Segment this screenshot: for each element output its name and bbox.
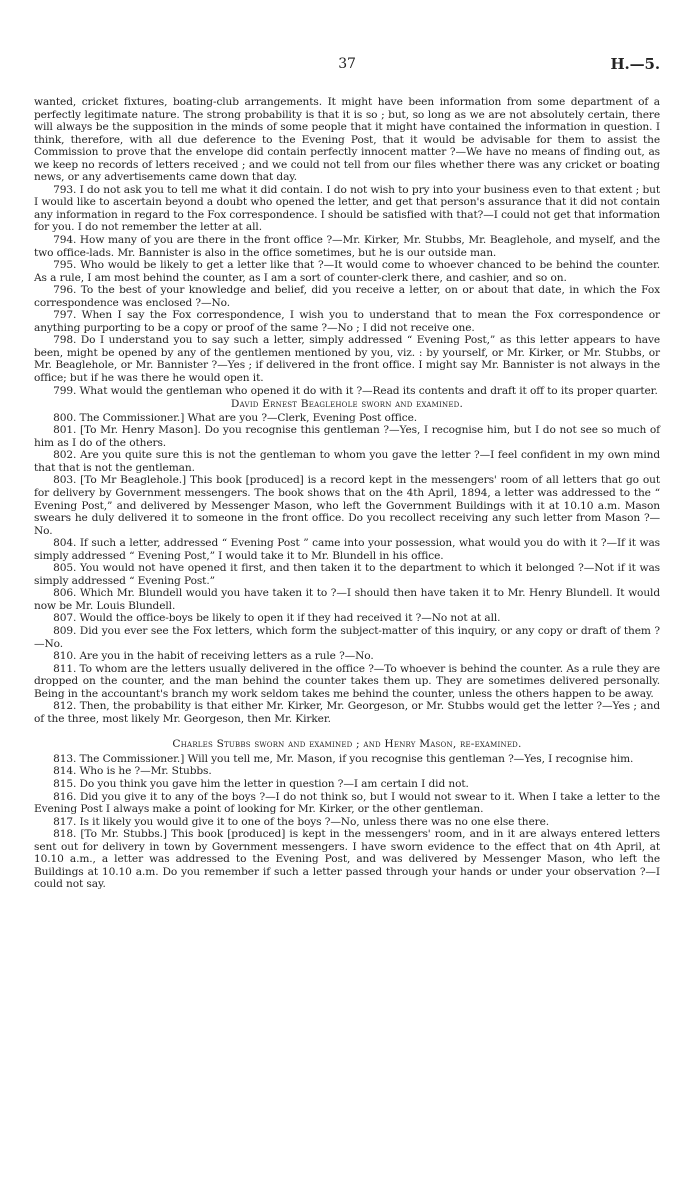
paragraph: 807. Would the office-boys be likely to open it if they had received it ?—No not at all. bbox=[53, 612, 501, 625]
paragraph: 797. When I say the Fox correspondence, I wish you to understand that to mean the Fox correspondence or anything purporting to be a copy or proof of the same ?—No ; I did not receive one. bbox=[34, 309, 660, 334]
paragraph: 801. [To Mr. Henry Mason]. Do you recognise this gentleman ?—Yes, I recognise him, but I do not see so much of him as I do of the others. bbox=[34, 424, 660, 449]
paragraph: 799. What would the gentleman who opened it do with it ?—Read its contents and draft it off to its proper quarter. bbox=[53, 384, 658, 397]
paragraph: 804. If such a letter, addressed “ Evening Post ” came into your possession, what would you do with it ?—If it was simply addressed “ Evening Post,” I would take it to Mr. Blundell in his office. bbox=[34, 537, 660, 562]
witness-heading: Charles Stubbs sworn and examined ; and Henry Mason, re-examined. bbox=[172, 738, 522, 751]
testimony-section-2 bbox=[34, 412, 660, 726]
paragraph: 793. I do not ask you to tell me what it did contain. I do not wish to pry into your business even to that extent ; but I would like to ascertain beyond a doubt who opened the letter, and get that person's assurance that it did not contain any information in regard to the Fox correspondence. I should be satisfied with that?—I could not get that information for you. I do not remember the letter at all. bbox=[34, 183, 660, 234]
page-number: 37 bbox=[338, 56, 356, 72]
paragraph: 812. Then, the probability is that either Mr. Kirker, Mr. Georgeson, or Mr. Stubbs would get the letter ?—Yes ; and of the three, most likely Mr. Georgeson, then Mr. Kirker. bbox=[34, 700, 660, 725]
page-header bbox=[34, 55, 660, 82]
paragraph: 811. To whom are the letters usually delivered in the office ?—To whoever is behind the counter. As a rule they are dropped on the counter, and the man behind the counter takes them up. They are sometimes delivered personally. Being in the accountant's branch my work seldom takes me behind the counter, unless the others happen to be away. bbox=[34, 662, 660, 700]
paragraph: 795. Who would be likely to get a letter like that ?—It would come to whoever chanced to be behind the counter. As a rule, I am most behind the counter, as I am a sort of counter-clerk there, and cashier, and so on. bbox=[34, 259, 660, 284]
paragraph: 815. Do you think you gave him the letter in question ?—I am certain I did not. bbox=[53, 777, 469, 790]
paragraph: 814. Who is he ?—Mr. Stubbs. bbox=[53, 765, 212, 778]
paragraph: 818. [To Mr. Stubbs.] This book [produced] is kept in the messengers' room, and in it are always entered letters sent out for delivery in town by Government messengers. I have sworn evidence to the effect that on 4th April, at 10.10 a.m., a letter was addressed to the Evening Post, and was delivered by Messenger Mason, who left the Buildings at 10.10 a.m. Do you remember if such a letter passed through your hands or under your observation ?—I could not say. bbox=[34, 828, 660, 891]
paragraph: 817. Is it likely you would give it to one of the boys ?—No, unless there was no one else there. bbox=[53, 815, 550, 828]
paragraph: 809. Did you ever see the Fox letters, which form the subject-matter of this inquiry, or any copy or draft of them ?—No. bbox=[34, 624, 660, 650]
paragraph: 796. To the best of your knowledge and belief, did you receive a letter, on or about that date, in which the Fox correspondence was enclosed ?—No. bbox=[34, 284, 660, 309]
paragraph: 806. Which Mr. Blundell would you have taken it to ?—I should then have taken it to Mr. Henry Blundell. It would now be Mr. Louis Blundell. bbox=[34, 587, 660, 612]
paragraph: 802. Are you quite sure this is not the gentleman to whom you gave the letter ?—I feel confident in my own mind that that is not the gentleman. bbox=[34, 449, 660, 474]
paragraph: wanted, cricket fixtures, boating-club arrangements. It might have been information from some department of a perfectly legitimate nature. The strong probability is that it is so ; but, so long as we are not absolutely certain, there will always be the supposition in the minds of some people that it might have contained the information in question. I think, therefore, with all due deference to the Evening Post, that it would be advisable for them to assist the Commission to prove that the envelope did contain perfectly innocent matter ?—We have no means of finding out, as we keep no records of letters received ; and we could not tell from our files whether there was any cricket or boating news, or any advertisements came down that day. bbox=[34, 96, 660, 184]
paragraph: 805. You would not have opened it first, and then taken it to the department to which it belonged ?—Not if it was simply addressed “ Evening Post.” bbox=[34, 562, 660, 587]
paragraph: 813. The Commissioner.] Will you tell me, Mr. Mason, if you recognise this gentleman ?—Yes, I recognise him. bbox=[53, 752, 634, 765]
witness-heading: David Ernest Beaglehole sworn and examined. bbox=[230, 398, 464, 411]
document-reference: H.—5. bbox=[610, 55, 660, 73]
paragraph: 794. How many of you are there in the front office ?—Mr. Kirker, Mr. Stubbs, Mr. Beaglehole, and myself, and the two office-lads. Mr. Bannister is also in the office sometimes, but he is our outside man. bbox=[34, 234, 660, 259]
paragraph: 800. The Commissioner.] What are you ?—Clerk, Evening Post office. bbox=[53, 411, 417, 424]
paragraph: 803. [To Mr Beaglehole.] This book [produced] is a record kept in the messengers' room of all letters that go out for delivery by Government messengers. The book shows that on the 4th April, 1894, a letter was addressed to the “ Evening Post,” and delivered by Messenger Mason, who left the Government Buildings with it at 10.10 a.m. Mason swears he duly delivered it to someone in the front office. Do you recollect receiving any such letter from Mason ?—No. bbox=[34, 474, 660, 537]
paragraph: 816. Did you give it to any of the boys ?—I do not think so, but I would not swear to it. When I take a letter to the Evening Post I always make a point of looking for Mr. Kirker, or the other gentleman. bbox=[34, 790, 660, 816]
testimony-section-1 bbox=[34, 96, 660, 397]
paragraph: 798. Do I understand you to say such a letter, simply addressed “ Evening Post,” as this letter appears to have been, might be opened by any of the gentlemen mentioned by you, viz. : by yourself, or Mr. Kirker, or Mr. Stubbs, or Mr. Beaglehole, or Mr. Bannister ?—Yes ; if delivered in the front office. I might say Mr. Bannister is not always in the office; but if he was there he would open it. bbox=[34, 334, 660, 385]
paragraph: 810. Are you in the habit of receiving letters as a rule ?—No. bbox=[53, 650, 374, 663]
testimony-section-3 bbox=[34, 753, 660, 891]
